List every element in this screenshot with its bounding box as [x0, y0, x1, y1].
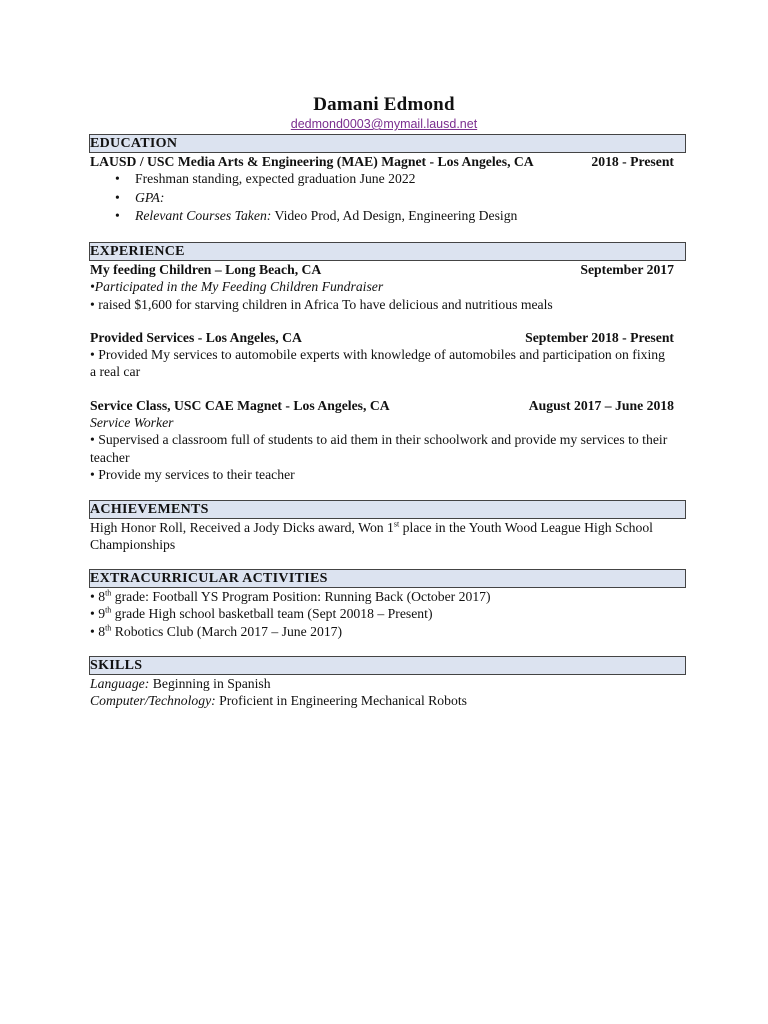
job-heading-row [90, 261, 674, 278]
job-title: Provided Services - Los Angeles, CA [90, 329, 302, 345]
job-bullet: • Provide my services to their teacher [90, 466, 295, 482]
education-bullets [90, 170, 686, 225]
job-bullet: • raised $1,600 for starving children in Africa To have delicious and nutritious meals [90, 296, 553, 312]
item-prefix: • 8 [90, 589, 106, 604]
extracurricular-section [90, 569, 686, 640]
spacer [90, 313, 686, 329]
achievements-section [90, 500, 686, 554]
education-school-row [90, 153, 674, 170]
computer-value: Proficient in Engineering Mechanical Robots [215, 693, 467, 709]
item-prefix: • 9 [90, 606, 106, 622]
language-label: Language: [90, 676, 150, 691]
courses-value: Video Prod, Ad Design, Engineering Design [271, 207, 518, 223]
list-item [90, 189, 686, 207]
achievements-text [90, 519, 674, 554]
spacer [90, 381, 686, 397]
item-text: Robotics Club (March 2017 – June 2017) [111, 623, 343, 639]
experience-section [90, 242, 686, 483]
list-item [90, 623, 686, 640]
school-name: LAUSD / USC Media Arts & Engineering (MAE) Magnet - Los Angeles, CA [90, 154, 534, 169]
job-bullet: • Provided My services to automobile experts with knowledge of automobiles and participation on fixing a real car [90, 347, 665, 380]
job-heading-row [90, 329, 674, 346]
achievements-text-a: High Honor Roll, Received a Jody Dicks award, Won 1 [90, 520, 394, 535]
ordinal-suffix: st [393, 519, 400, 529]
job-title: Service Class, USC CAE Magnet - Los Angeles, CA [90, 397, 390, 413]
job-dates: September 2017 [580, 262, 674, 277]
job-dates: September 2018 - Present [525, 329, 674, 345]
skill-computer-row [90, 692, 686, 709]
email-link[interactable]: dedmond0003@mymail.lausd.net [290, 117, 478, 131]
ordinal-suffix: th [105, 588, 112, 598]
job-dates: August 2017 – June 2018 [528, 397, 674, 413]
education-section [90, 134, 686, 225]
resume-name: Damani Edmond [313, 94, 455, 115]
job-role: Service Worker [90, 415, 174, 431]
job-title: My feeding Children – Long Beach, CA [90, 262, 322, 277]
gpa-label: GPA: [135, 189, 165, 205]
list-item [90, 207, 686, 225]
item-prefix: • 8 [90, 623, 106, 639]
school-dates: 2018 - Present [591, 154, 674, 169]
education-header: EDUCATION [89, 134, 686, 153]
courses-label: Relevant Courses Taken: [135, 207, 272, 223]
job-bullet: • Supervised a classroom full of students to aid them in their schoolwork and provide my services to their teacher [90, 432, 668, 465]
job-heading-row [90, 397, 674, 414]
achievements-text-b: place in the Youth Wood League High School Championships [90, 520, 653, 553]
item-text: grade High school basketball team (Sept 20018 – Present) [111, 606, 433, 622]
list-item [90, 170, 686, 188]
ordinal-suffix: th [105, 605, 112, 615]
skills-section [90, 656, 686, 710]
skills-header: SKILLS [89, 656, 686, 675]
list-item [90, 605, 686, 622]
list-item [90, 588, 686, 605]
extracurricular-header: EXTRACURRICULAR ACTIVITIES [89, 569, 686, 588]
standing-text: Freshman standing, expected graduation June 2022 [135, 171, 416, 187]
ordinal-suffix: th [105, 623, 112, 633]
language-value: Beginning in Spanish [149, 676, 271, 691]
achievements-header: ACHIEVEMENTS [89, 500, 686, 519]
item-text: grade: Football YS Program Position: Running Back (October 2017) [111, 589, 491, 604]
experience-header: EXPERIENCE [89, 242, 686, 261]
job-role: •Participated in the My Feeding Children Fundraiser [90, 279, 384, 295]
computer-label: Computer/Technology: [90, 693, 216, 709]
skill-language-row [90, 675, 686, 692]
